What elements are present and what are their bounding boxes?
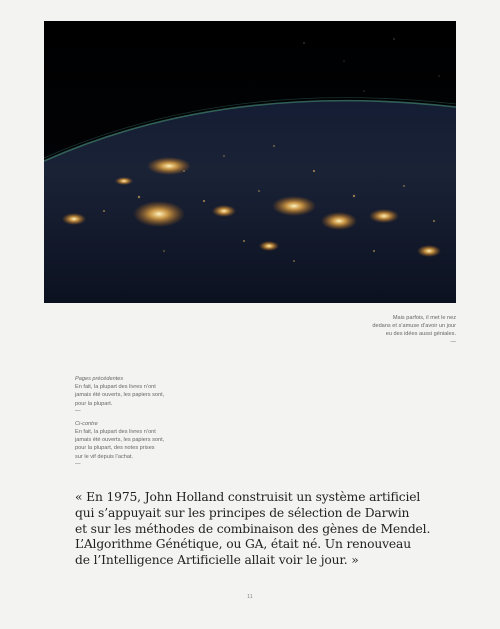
caption-line: Mais parfois, il met le nez xyxy=(392,315,456,321)
note-dash: — xyxy=(75,407,81,414)
note-line: En fait, la plupart des livres n’ont xyxy=(75,429,156,436)
quote-line: « En 1975, John Holland construisit un système artificiel xyxy=(75,490,421,504)
caption-dash: — xyxy=(450,338,456,345)
note-previous-pages xyxy=(75,375,205,415)
caption-line: dedans et s’amuse d’avoir un jour xyxy=(372,323,456,330)
earth-night-illustration xyxy=(44,21,456,303)
note-line: pour la plupart. xyxy=(75,400,113,407)
earth-night-photo xyxy=(44,21,456,303)
note-line: jamais été ouverts, les papiers sont, xyxy=(75,392,165,399)
note-title: Pages précédentes xyxy=(75,376,124,382)
quote-line: L’Algorithme Génétique, ou GA, était né. Un renouveau xyxy=(75,537,412,552)
page-number: 11 xyxy=(247,594,253,600)
note-dash: — xyxy=(75,460,81,467)
caption-line: eu des idées aussi géniales. xyxy=(385,331,456,338)
side-notes xyxy=(75,375,205,473)
photo-caption xyxy=(306,314,456,346)
quote-line: qui s’appuyait sur les principes de sélection de Darwin xyxy=(75,505,410,520)
note-line: pour la plupart, des notes prises xyxy=(75,445,155,452)
note-title: Ci-contre xyxy=(75,420,98,427)
note-line: sur le vif depuis l’achat. xyxy=(75,453,134,460)
quote-line: de l’Intelligence Artificielle allait voir le jour. » xyxy=(75,553,359,568)
note-line: En fait, la plupart des livres n’ont xyxy=(75,384,156,391)
note-line: jamais été ouverts, les papiers sont, xyxy=(75,437,165,444)
note-opposite xyxy=(75,420,205,468)
pull-quote xyxy=(75,490,465,569)
quote-line: et sur les méthodes de combinaison des gènes de Mendel. xyxy=(75,521,431,536)
